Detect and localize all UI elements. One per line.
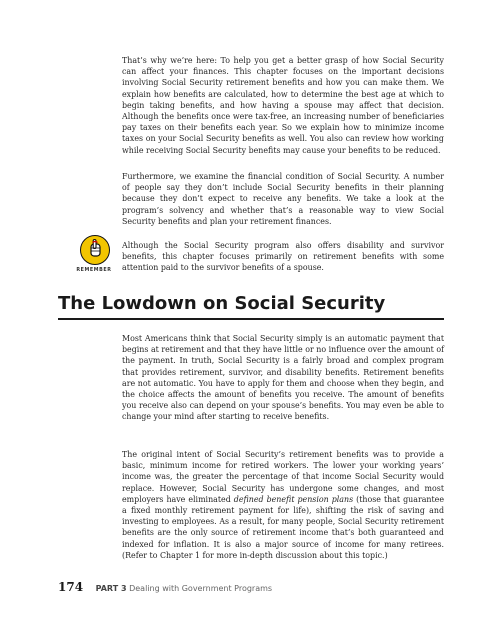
heading-rule <box>58 318 444 320</box>
page-footer <box>58 580 272 594</box>
intro-paragraph-2: Furthermore, we examine the financial condition of Social Security. A number of people say they don’t include Social Security benefits in their planning because they don’t expect to receive any benefits. We take a look at the program’s solvency and whether that’s a reasonable way to view Social Security benefits and plan your retirement finances. <box>122 172 444 226</box>
section-heading: The Lowdown on Social Security <box>58 293 386 314</box>
paragraph-text-after: (those that guarantee a fixed monthly retirement payment for life), shifting the risk of saving and investing to employees. As a result, for many people, Social Security retirement benefits are the only source of retirement income that’s both guaranteed and indexed for inflation. It is also a major source of income for many retirees. (Refer to Chapter 1 for more in-depth discussion about this topic.) <box>122 494 445 560</box>
page-number: 174 <box>58 580 84 594</box>
paragraph-text-before: The original intent of Social Security’s retirement benefits was to provide a basic, minimum income for retired workers. The lower your working years’ income was, the greater the percentage of that income Social Security would replace. However, Social Security has undergone some changes, and most employers have eliminated <box>122 450 444 504</box>
remember-icon <box>80 235 110 265</box>
part-title: Dealing with Government Programs <box>129 584 273 593</box>
remember-label: REMEMBER <box>76 268 112 273</box>
emphasis-term: defined benefit pension plans <box>233 494 354 504</box>
part-label: PART 3 <box>95 584 127 593</box>
section-paragraph-1: Most Americans think that Social Security simply is an automatic payment that begins at retirement and that they have little or no influence over the amount of the payment. In truth, Social Security is a fairly broad and complex program that provides retirement, survivor, and disability benefits. Retirement benefits are not automatic. You have to apply for them and choose when they begin, and the choice affects the amount of benefits you receive. The amount of benefits you receive also can depend on your spouse’s benefits. You may even be able to change your mind after starting to receive benefits. <box>122 334 444 422</box>
intro-paragraph-1: That’s why we’re here: To help you get a better grasp of how Social Security can affect your finances. This chapter focuses on the important decisions involving Social Security retirement benefits and how you can make them. We explain how benefits are calculated, how to determine the best age at which to begin taking benefits, and how having a spouse may affect that decision. Although the benefits once were tax-free, an increasing number of beneficiaries pay taxes on their benefits each year. So we explain how to minimize income taxes on your Social Security benefits as well. You also can review how working while receiving Social Security benefits may cause your benefits to be reduced. <box>122 56 444 155</box>
section-paragraph-2 <box>122 449 444 561</box>
remember-text: Although the Social Security program also offers disability and survivor benefits, this chapter focuses primarily on retirement benefits with some attention paid to the survivor benefits of a spouse. <box>122 241 444 273</box>
